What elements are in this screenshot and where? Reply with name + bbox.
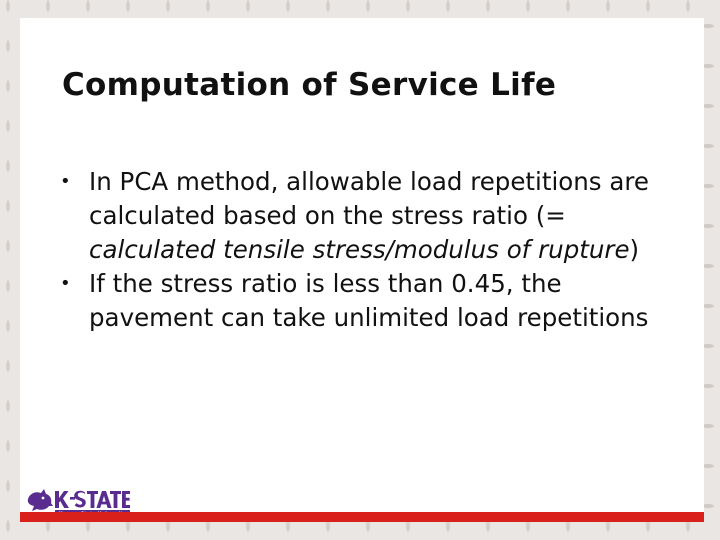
- bullet-text: If the stress ratio is less than 0.45, the pavement can take unlimited load repetitions: [89, 269, 649, 332]
- bullet-item: [60, 165, 660, 267]
- bullet-text-end: ): [629, 235, 640, 264]
- slide-title: Computation of Service Life: [62, 67, 557, 103]
- accent-bar: [20, 512, 704, 522]
- wildcat-icon: [28, 489, 53, 511]
- bullet-dot: •: [60, 273, 71, 294]
- bullet-dot: •: [60, 171, 71, 192]
- bullet-item: [60, 267, 660, 335]
- bullet-text: In PCA method, allowable load repetitions are calculated based on the stress ratio (=: [89, 167, 649, 230]
- slide-panel: [20, 18, 704, 522]
- kstate-wordmark: [55, 491, 130, 508]
- bullet-list: [60, 165, 660, 335]
- bullet-text-italic: calculated tensile stress/modulus of rupture: [89, 235, 630, 264]
